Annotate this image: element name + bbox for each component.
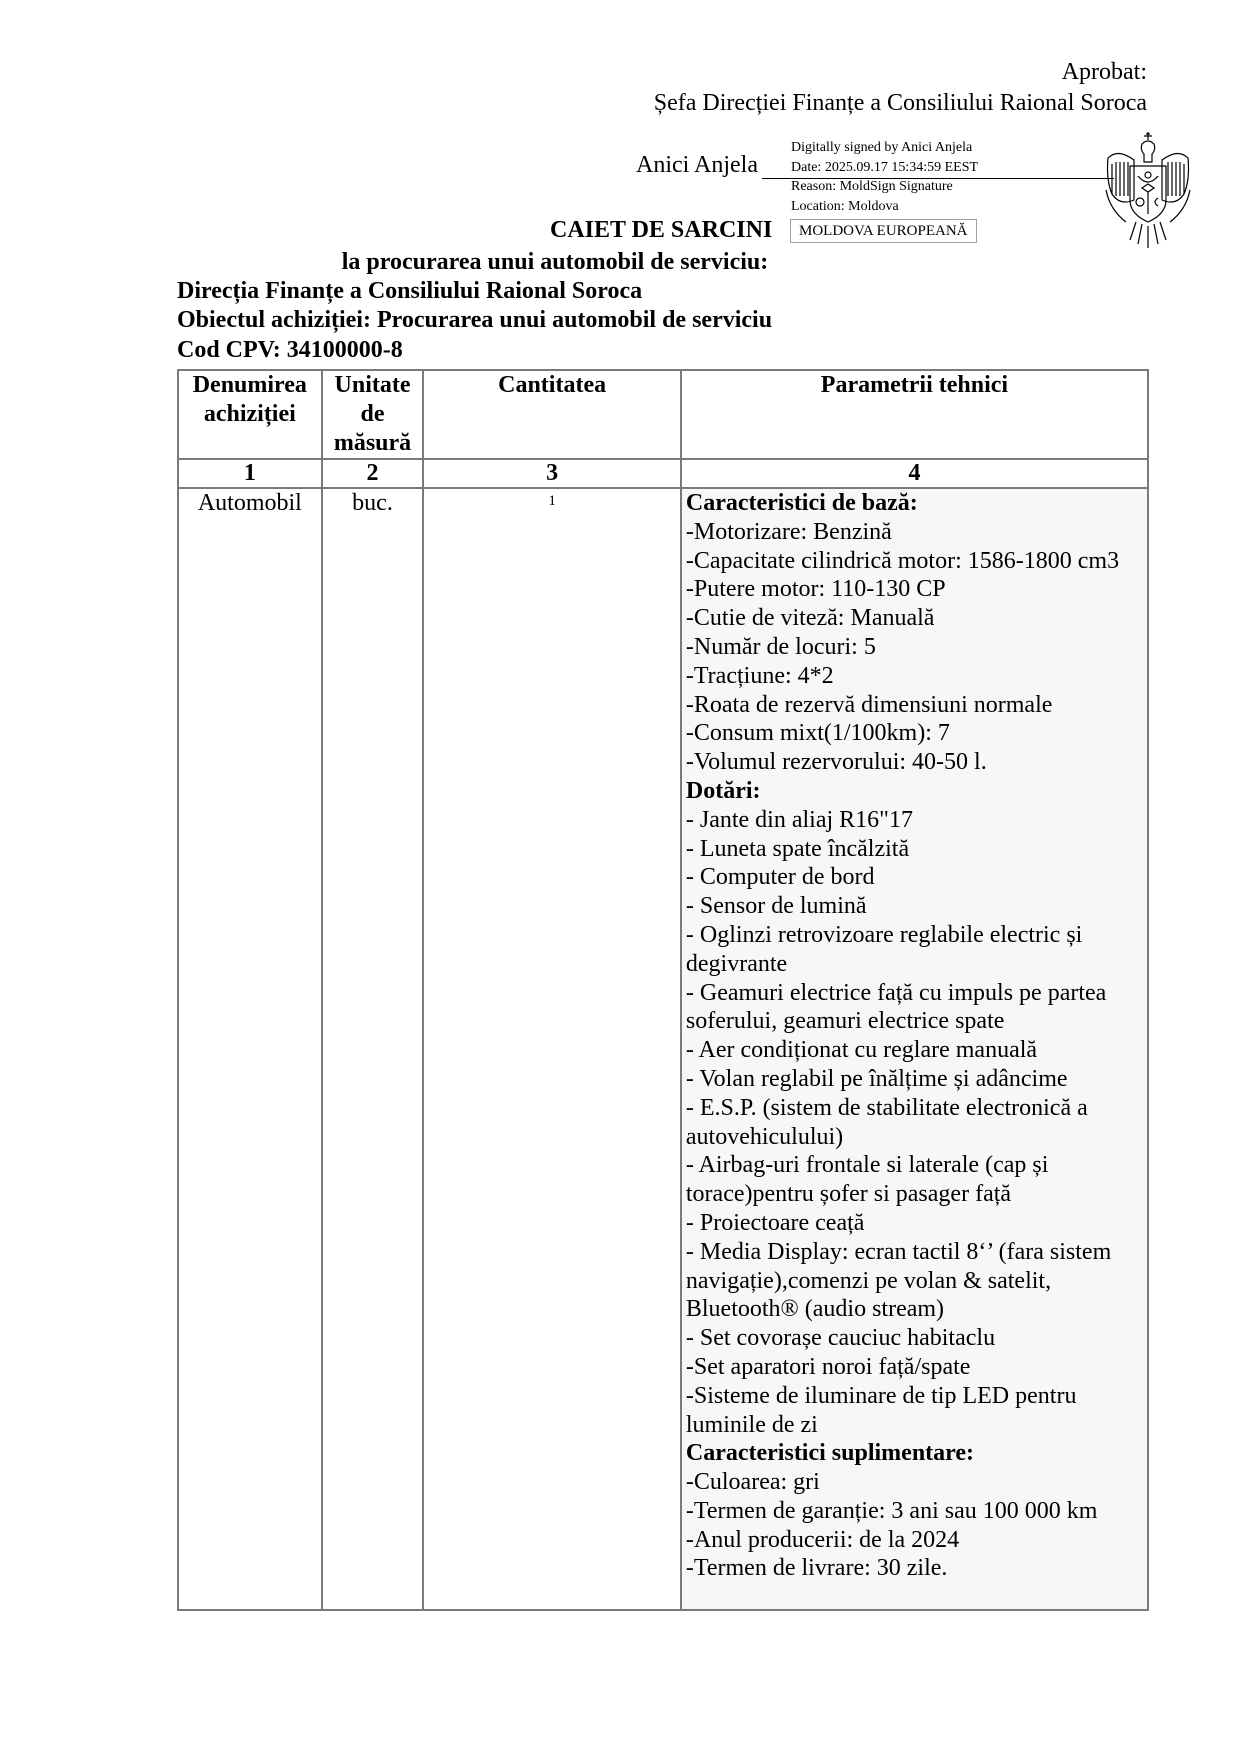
parameter-item: -Tracțiune: 4*2 [685,662,834,689]
parameter-section-heading: Dotări: [685,777,761,804]
parameter-item: - Set covorașe cauciuc habitaclu [685,1325,996,1352]
parameter-item: -Cutie de viteză: Manuală [685,605,935,632]
table-row [178,488,1148,1610]
parameter-item: -Termen de garanție: 3 ani sau 100 000 km [685,1497,1098,1524]
cpv-code: Cod CPV: 34100000-8 [177,337,403,363]
parameter-item: -Termen de livrare: 30 zile. [685,1555,948,1582]
cell-unit: buc. [322,488,424,1610]
parameter-item: -Anul producerii: de la 2024 [685,1526,960,1553]
table-header-row [178,370,1148,459]
header-unit: Unitate de măsură [322,370,424,459]
signature-location: Location: Moldova [791,198,899,214]
parameter-item: -Putere motor: 110-130 CP [685,576,946,603]
header-parameters: Parametrii tehnici [681,370,1148,459]
parameter-item: - Oglinzi retrovizoare reglabile electric și degivrante [685,921,1083,977]
cell-technical-parameters [681,488,1148,1610]
parameter-item: -Set aparatori noroi față/spate [685,1353,971,1380]
digital-signature-block[interactable] [791,138,978,216]
cell-item-name: Automobil [178,488,322,1610]
signature-reason: Reason: MoldSign Signature [791,179,953,194]
approval-label: Aprobat: [1061,59,1147,85]
procurement-object: Obiectul achiziției: Procurarea unui automobil de serviciu [177,307,773,333]
parameter-section-heading: Caracteristici suplimentare: [685,1440,975,1467]
contracting-authority: Direcția Finanțe a Consiliului Raional Soroca [177,278,643,304]
parameter-item: -Culoarea: gri [685,1469,820,1496]
parameter-item: - Geamuri electrice față cu impuls pe partea soferului, geamuri electrice spate [685,979,1107,1035]
parameter-item: - E.S.P. (sistem de stabilitate electronică a autovehiculului) [685,1094,1088,1150]
column-number-row [178,459,1148,488]
column-number: 3 [423,459,681,488]
parameter-item: - Sensor de lumină [685,893,867,920]
parameter-item: - Proiectoare ceață [685,1209,865,1236]
header-name: Denumirea achiziției [178,370,322,459]
signature-date: Date: 2025.09.17 15:34:59 EEST [791,159,979,175]
specifications-table [177,369,1149,1611]
parameter-item: -Roata de rezervă dimensiuni normale [685,691,1053,718]
document-subtitle: la procurarea unui automobil de serviciu: [341,249,769,275]
approver-position: Șefa Direcției Finanțe a Consiliului Raional Soroca [653,90,1147,116]
column-number: 4 [681,459,1148,488]
parameter-item: - Luneta spate încălzită [685,835,910,862]
parameter-item: - Volan reglabil pe înălțime și adâncime [685,1065,1068,1092]
column-number: 1 [178,459,322,488]
cell-quantity: 1 [423,488,681,1610]
parameter-item: -Motorizare: Benzină [685,518,892,545]
parameter-item: - Media Display: ecran tactil 8‘’ (fara sistem navigație),comenzi pe volan & satelit, Bluetooth® (audio stream) [685,1238,1112,1323]
parameter-item: -Număr de locuri: 5 [685,633,876,660]
signer-name: Anici Anjela [636,152,758,178]
document-title: CAIET DE SARCINI [550,217,773,243]
parameter-item: -Sisteme de iluminare de tip LED pentru luminile de zi [685,1382,1077,1438]
signature-stamp: MOLDOVA EUROPEANĂ [790,219,977,243]
parameter-section-heading: Caracteristici de bază: [685,490,918,516]
parameter-item: - Jante din aliaj R16"17 [685,806,913,833]
parameter-item: -Volumul rezervorului: 40-50 l. [685,749,987,776]
parameter-item: -Capacitate cilindrică motor: 1586-1800 cm3 [685,547,1120,574]
parameter-item: -Consum mixt(1/100km): 7 [685,720,950,747]
header-quantity: Cantitatea [423,370,681,459]
signature-signed-by: Digitally signed by Anici Anjela [791,140,973,155]
parameter-item: - Airbag-uri frontale si laterale (cap și torace)pentru șofer si pasager față [685,1152,1049,1208]
coat-of-arms-icon [1100,130,1196,252]
parameter-item: - Computer de bord [685,864,875,891]
parameter-item: - Aer condiționat cu reglare manuală [685,1037,1038,1064]
column-number: 2 [322,459,424,488]
